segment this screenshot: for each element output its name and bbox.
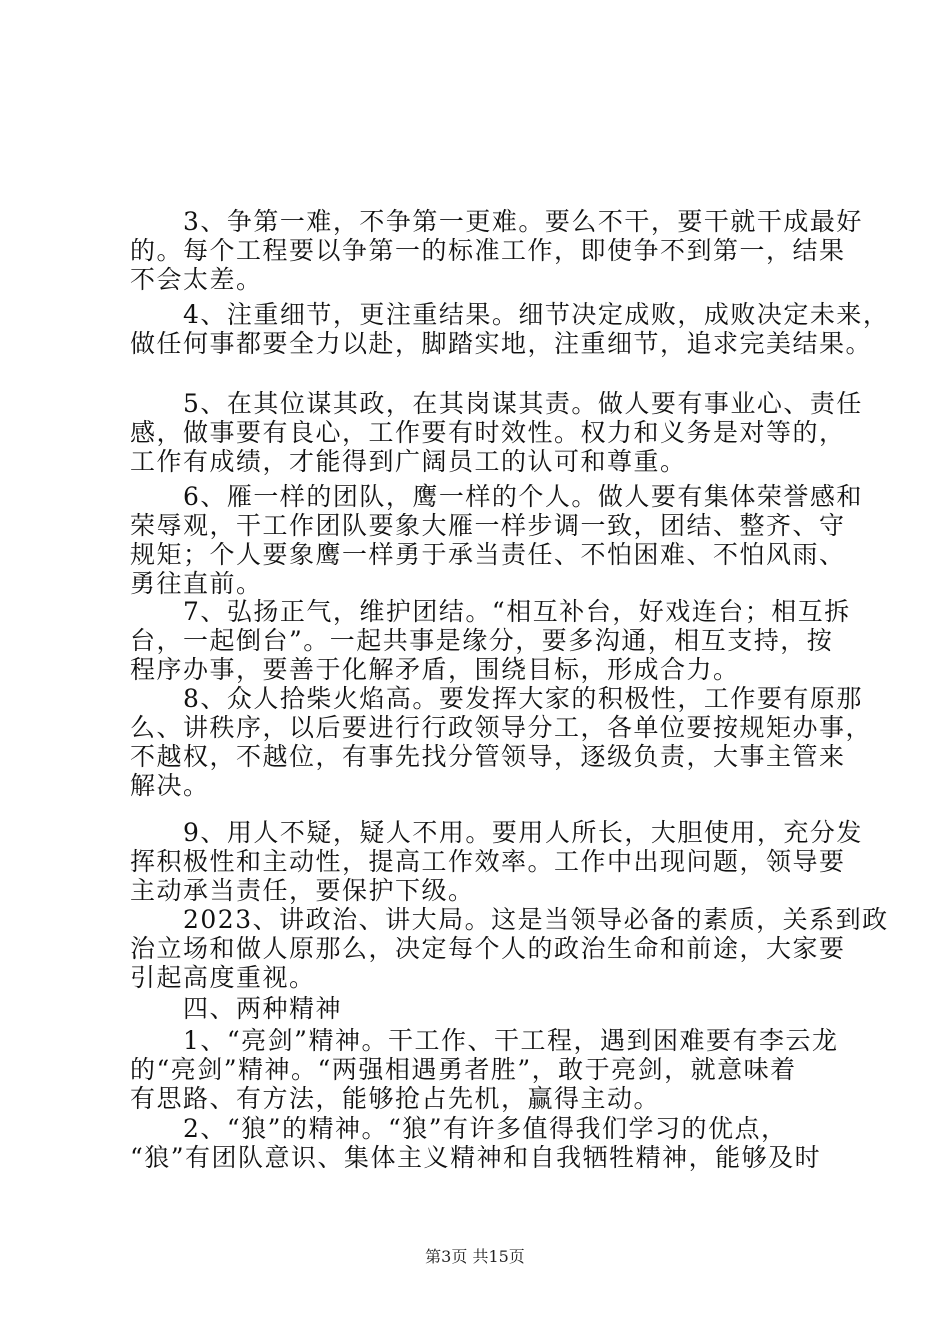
text-line: 引起高度重视。 [130,963,316,992]
text-line: 做任何事都要全力以赴，脚踏实地，注重细节，追求完美结果。 [130,329,873,358]
text-line: 规矩；个人要象鹰一样勇于承当责任、不怕困难、不怕风雨、 [130,540,846,569]
page-footer: 第3页 共15页 [425,1247,525,1266]
text-line: 4、注重细节，更注重结果。细节决定成败，成败决定未来， [130,300,890,329]
text-line: 四、两种精神 [130,994,343,1023]
text-line: 的“亮剑”精神。“两强相遇勇者胜”，敢于亮剑，就意味着 [130,1055,797,1084]
text-line: 1、“亮剑”精神。干工作、干工程，遇到困难要有李云龙 [130,1026,839,1055]
text-line: 台，一起倒台”。一起共事是缘分，要多沟通，相互支持，按 [130,626,834,655]
text-line: 8、众人拾柴火焰高。要发挥大家的积极性，工作要有原那 [130,684,863,713]
text-line: 5、在其位谋其政，在其岗谋其责。做人要有事业心、责任 [130,389,863,418]
text-line: 2、“狼”的精神。“狼”有许多值得我们学习的优点， [130,1114,788,1143]
text-line: 2023、讲政治、讲大局。这是当领导必备的素质，关系到政 [130,905,889,934]
text-line: 3、争第一难，不争第一更难。要么不干，要干就干成最好 [130,207,863,236]
text-line: 工作有成绩，才能得到广阔员工的认可和尊重。 [130,447,687,476]
text-line: 感，做事要有良心，工作要有时效性。权力和义务是对等的， [130,418,846,447]
text-line: 主动承当责任，要保护下级。 [130,876,475,905]
text-line: 的。每个工程要以争第一的标准工作，即使争不到第一，结果 [130,236,846,265]
text-line: 挥积极性和主动性，提高工作效率。工作中出现问题，领导要 [130,847,846,876]
text-line: 解决。 [130,771,210,800]
text-line: 荣辱观，干工作团队要象大雁一样步调一致，团结、整齐、守 [130,511,846,540]
text-line: 有思路、有方法，能够抢占先机，赢得主动。 [130,1084,661,1113]
text-line: 7、弘扬正气，维护团结。“相互补台，好戏连台；相互拆 [130,597,851,626]
text-line: 不越权，不越位，有事先找分管领导，逐级负责，大事主管来 [130,742,846,771]
text-line: 么、讲秩序，以后要进行行政领导分工，各单位要按规矩办事， [130,713,873,742]
text-line: 不会太差。 [130,265,263,294]
text-line: 勇往直前。 [130,569,263,598]
text-line: 程序办事，要善于化解矛盾，围绕目标，形成合力。 [130,655,740,684]
text-line: 6、雁一样的团队，鹰一样的个人。做人要有集体荣誉感和 [130,482,863,511]
text-line: “狼”有团队意识、集体主义精神和自我牺牲精神，能够及时 [130,1143,822,1172]
text-line: 治立场和做人原那么，决定每个人的政治生命和前途，大家要 [130,934,846,963]
text-line: 9、用人不疑，疑人不用。要用人所长，大胆使用，充分发 [130,818,863,847]
